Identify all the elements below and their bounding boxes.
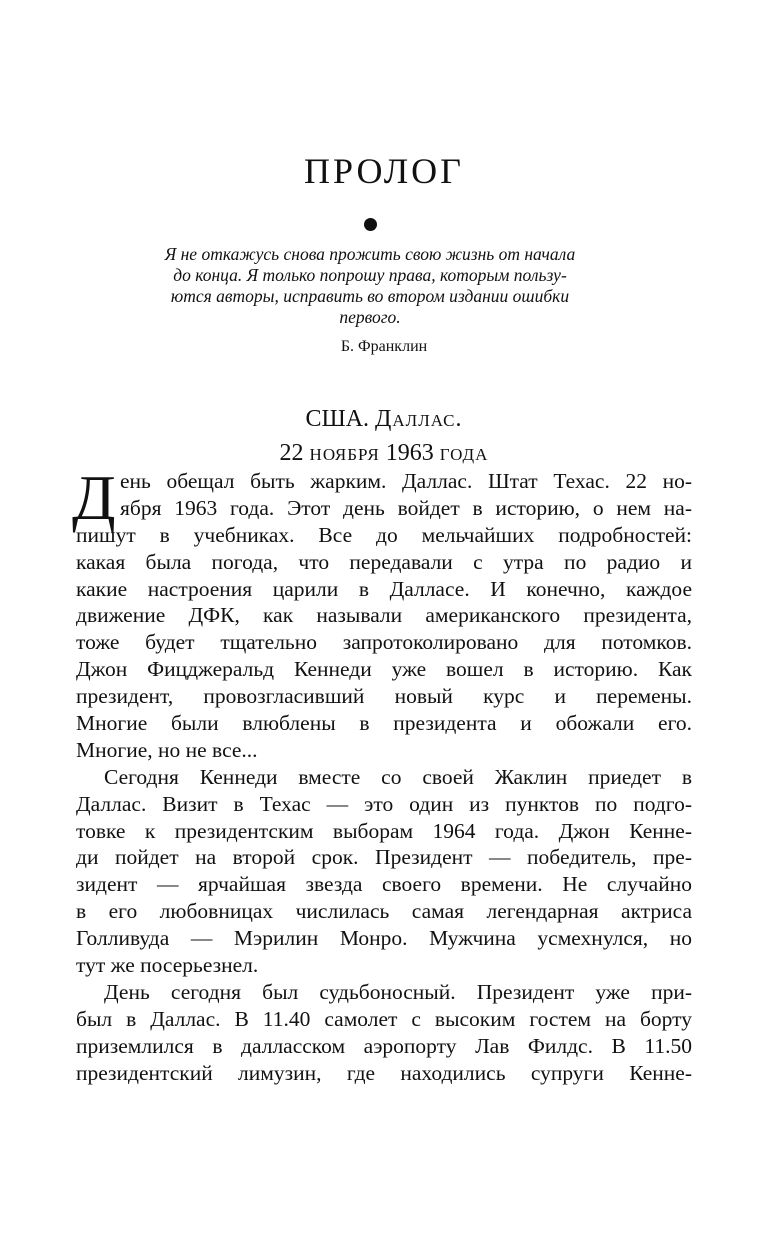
section-title-year: 1963: [385, 440, 434, 466]
text-line: тут же посерьезнел.: [76, 953, 259, 978]
epigraph-line: Я не откажусь снова прожить свою жизнь от начала: [164, 244, 576, 264]
epigraph-line: до конца. Я только попрошу права, которым пользу-: [173, 265, 567, 285]
text-line: День сегодня был судьбоносный. Президент уже при-: [104, 979, 692, 1004]
text-line: тоже будет тщательно запротоколировано для потомков.: [76, 630, 692, 655]
text-line: ди пойдет на второй срок. Президент — победитель, пре-: [76, 845, 692, 870]
text-line: приземлился в далласском аэропорту Лав Филдс. В 11.50: [76, 1033, 692, 1058]
text-line: президентский лимузин, где находились супруги Кенне-: [76, 1060, 692, 1085]
section-title-city: Даллас.: [375, 406, 463, 432]
text-line: какие настроения царили в Далласе. И конечно, каждое: [76, 576, 692, 601]
text-line: был в Даллас. В 11.40 самолет с высоким гостем на борту: [76, 1006, 692, 1031]
ornament-bullet-icon: [364, 218, 377, 231]
text-line: движение ДФК, как называли американского президента,: [76, 603, 692, 628]
section-title-day: 22: [279, 440, 304, 466]
epigraph-line: первого.: [339, 307, 401, 327]
drop-cap: Д: [72, 462, 116, 533]
text-line: в его любовницах числилась самая легендарная актриса: [76, 899, 692, 924]
section-title-year-word: года: [439, 440, 489, 466]
text-line: товке к президентским выборам 1964 года. Джон Кенне-: [76, 818, 692, 843]
text-line: зидент — ярчайшая звезда своего времени. Не случайно: [76, 872, 692, 897]
text-line: какая была погода, что передавали с утра по радио и: [76, 549, 692, 574]
section-title-line-1: [0, 402, 768, 436]
epigraph-line: ются авторы, исправить во втором издании ошибки: [170, 286, 570, 306]
body-text: [76, 468, 692, 1086]
text-line: президент, провозгласивший новый курс и перемены.: [76, 684, 692, 709]
epigraph: [120, 244, 620, 328]
text-line: Многие были влюблены в президента и обожали его.: [76, 711, 692, 736]
text-line: пишут в учебниках. Все до мельчайших подробностей:: [76, 522, 692, 547]
text-line: Сегодня Кеннеди вместе со своей Жаклин приедет в: [104, 764, 692, 789]
text-line: Многие, но не все...: [76, 737, 258, 762]
text-line: Голливуда — Мэрилин Монро. Мужчина усмехнулся, но: [76, 926, 692, 951]
epigraph-author: Б. Франклин: [340, 338, 428, 355]
section-title-country: США.: [305, 406, 370, 432]
section-title: [0, 402, 768, 470]
chapter-title: ПРОЛОГ: [304, 151, 464, 191]
text-line: ября 1963 года. Этот день войдет в историю, о нем на-: [120, 495, 692, 520]
text-line: Джон Фицджеральд Кеннеди уже вошел в историю. Как: [76, 657, 692, 682]
section-title-month: ноября: [309, 440, 380, 466]
text-line: ень обещал быть жарким. Даллас. Штат Техас. 22 но-: [120, 469, 692, 493]
text-line: Даллас. Визит в Техас — это один из пунктов по подго-: [76, 791, 692, 816]
